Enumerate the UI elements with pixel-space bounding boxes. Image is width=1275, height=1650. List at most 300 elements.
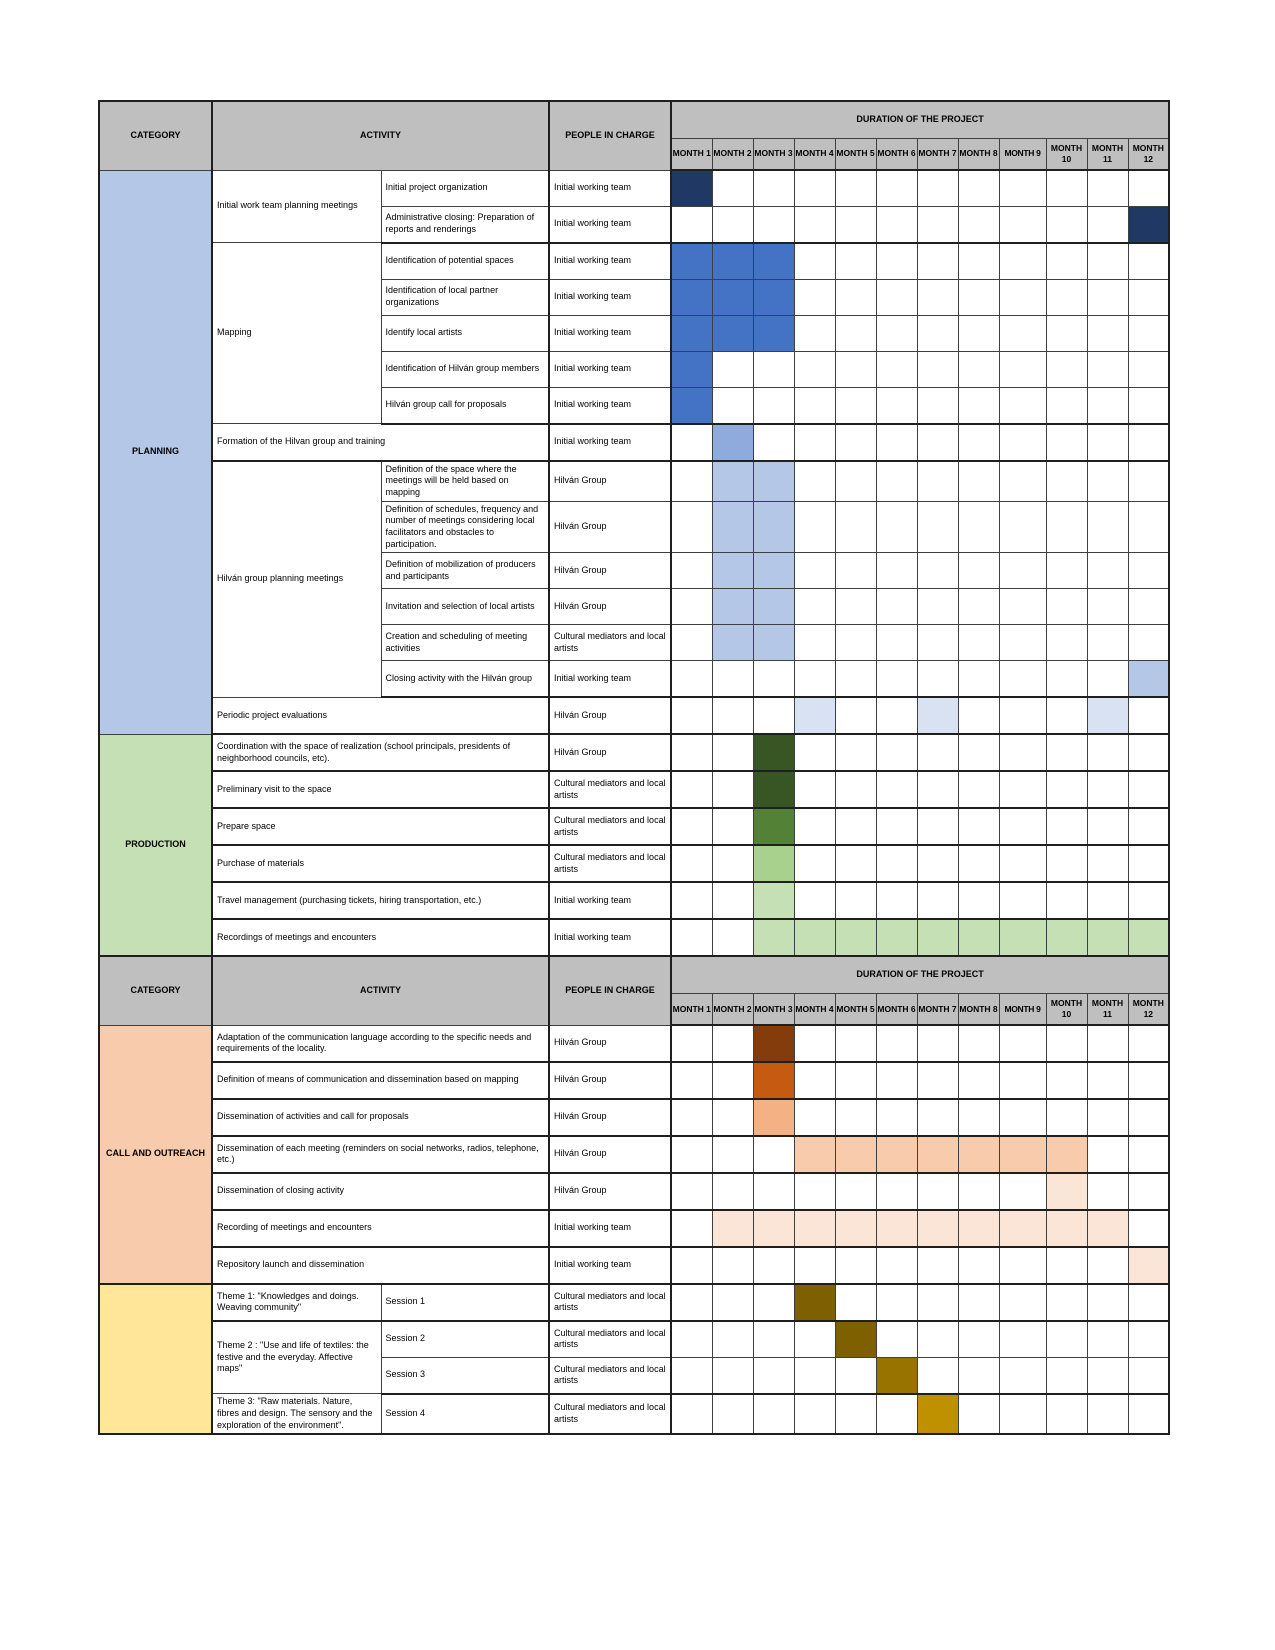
gantt-cell <box>1046 553 1087 589</box>
gantt-bar-cell <box>794 919 835 956</box>
gantt-cell <box>999 279 1046 315</box>
gantt-cell <box>917 771 958 808</box>
gantt-cell <box>876 501 917 553</box>
gantt-cell <box>999 1394 1046 1435</box>
gantt-cell <box>1087 882 1128 919</box>
activity-cell: Definition of mobilization of producers and participants <box>381 553 549 589</box>
gantt-cell <box>835 661 876 698</box>
gantt-cell <box>671 625 712 661</box>
project-gantt-table <box>98 100 1170 1435</box>
gantt-cell <box>958 1062 999 1099</box>
gantt-cell <box>1087 808 1128 845</box>
people-cell: Hilván Group <box>549 501 671 553</box>
gantt-cell <box>712 1284 753 1321</box>
month-header: MONTH 12 <box>1128 139 1169 171</box>
gantt-cell <box>876 424 917 461</box>
gantt-cell <box>999 771 1046 808</box>
activity-cell: Adaptation of the communication language according to the specific needs and requirements of the locality. <box>212 1025 549 1062</box>
gantt-cell <box>958 661 999 698</box>
activity-cell: Administrative closing: Preparation of reports and renderings <box>381 206 549 243</box>
gantt-cell <box>1128 1025 1169 1062</box>
gantt-table-body <box>99 101 1169 1434</box>
people-cell: Hilván Group <box>549 1173 671 1210</box>
gantt-cell <box>958 279 999 315</box>
gantt-cell <box>712 1173 753 1210</box>
gantt-cell <box>1128 1321 1169 1358</box>
gantt-bar-cell <box>753 882 794 919</box>
activity-cell: Recording of meetings and encounters <box>212 1210 549 1247</box>
gantt-bar-cell <box>876 919 917 956</box>
gantt-cell <box>999 734 1046 771</box>
gantt-cell <box>876 1284 917 1321</box>
gantt-cell <box>917 243 958 280</box>
gantt-cell <box>917 1025 958 1062</box>
gantt-cell <box>1046 351 1087 387</box>
gantt-bar-cell <box>794 1284 835 1321</box>
gantt-cell <box>999 882 1046 919</box>
gantt-cell <box>794 1025 835 1062</box>
gantt-cell <box>917 808 958 845</box>
gantt-cell <box>1128 279 1169 315</box>
people-cell: Initial working team <box>549 882 671 919</box>
gantt-cell <box>917 1321 958 1358</box>
gantt-cell <box>794 589 835 625</box>
gantt-cell <box>999 501 1046 553</box>
activity-cell: Purchase of materials <box>212 845 549 882</box>
gantt-cell <box>794 1062 835 1099</box>
gantt-cell <box>712 771 753 808</box>
people-cell: Initial working team <box>549 243 671 280</box>
gantt-bar-cell <box>712 625 753 661</box>
gantt-cell <box>958 424 999 461</box>
gantt-bar-cell <box>712 589 753 625</box>
month-header: MONTH 8 <box>958 994 999 1026</box>
gantt-cell <box>1046 1099 1087 1136</box>
month-header: MONTH 10 <box>1046 994 1087 1026</box>
gantt-cell <box>876 1062 917 1099</box>
people-cell: Hilván Group <box>549 1025 671 1062</box>
gantt-cell <box>671 1247 712 1284</box>
month-header: MONTH 1 <box>671 994 712 1026</box>
activity-cell: Coordination with the space of realization (school principals, presidents of neighborhood councils, etc). <box>212 734 549 771</box>
gantt-bar-cell <box>712 279 753 315</box>
activity-cell: Identification of Hilván group members <box>381 351 549 387</box>
category-cell: CALL AND OUTREACH <box>99 1025 212 1284</box>
gantt-cell <box>712 1062 753 1099</box>
people-cell: Hilván Group <box>549 589 671 625</box>
gantt-cell <box>1046 1062 1087 1099</box>
month-header: MONTH 3 <box>753 994 794 1026</box>
people-cell: Hilván Group <box>549 697 671 734</box>
gantt-bar-cell <box>958 1210 999 1247</box>
gantt-cell <box>671 1210 712 1247</box>
gantt-bar-cell <box>671 243 712 280</box>
month-header: MONTH 4 <box>794 139 835 171</box>
gantt-cell <box>1087 1025 1128 1062</box>
col-header-people: PEOPLE IN CHARGE <box>549 101 671 170</box>
people-cell: Initial working team <box>549 1210 671 1247</box>
gantt-cell <box>671 589 712 625</box>
gantt-cell <box>1046 315 1087 351</box>
gantt-bar-cell <box>1046 1210 1087 1247</box>
people-cell: Cultural mediators and local artists <box>549 771 671 808</box>
gantt-cell <box>671 1062 712 1099</box>
gantt-cell <box>999 1062 1046 1099</box>
gantt-cell <box>1087 1321 1128 1358</box>
gantt-cell <box>1087 661 1128 698</box>
activity-cell: Repository launch and dissemination <box>212 1247 549 1284</box>
activity-cell: Definition of the space where the meetings will be held based on mapping <box>381 461 549 502</box>
people-cell: Initial working team <box>549 919 671 956</box>
gantt-cell <box>958 206 999 243</box>
gantt-bar-cell <box>958 1136 999 1173</box>
people-cell: Initial working team <box>549 315 671 351</box>
gantt-cell <box>753 1321 794 1358</box>
gantt-cell <box>1046 501 1087 553</box>
gantt-cell <box>671 1025 712 1062</box>
gantt-cell <box>1087 553 1128 589</box>
gantt-cell <box>794 882 835 919</box>
people-cell: Initial working team <box>549 279 671 315</box>
gantt-cell <box>1128 697 1169 734</box>
gantt-cell <box>835 1247 876 1284</box>
gantt-cell <box>794 206 835 243</box>
gantt-cell <box>876 625 917 661</box>
gantt-cell <box>1087 1394 1128 1435</box>
gantt-cell <box>835 1025 876 1062</box>
gantt-cell <box>958 845 999 882</box>
gantt-bar-cell <box>999 919 1046 956</box>
gantt-cell <box>917 734 958 771</box>
gantt-cell <box>1128 1099 1169 1136</box>
gantt-cell <box>958 625 999 661</box>
gantt-cell <box>835 625 876 661</box>
gantt-bar-cell <box>876 1136 917 1173</box>
gantt-cell <box>671 501 712 553</box>
gantt-cell <box>999 1247 1046 1284</box>
gantt-cell <box>794 170 835 206</box>
gantt-cell <box>876 771 917 808</box>
people-cell: Hilván Group <box>549 553 671 589</box>
gantt-cell <box>712 919 753 956</box>
gantt-cell <box>958 501 999 553</box>
gantt-cell <box>671 1394 712 1435</box>
gantt-cell <box>794 661 835 698</box>
month-header: MONTH 10 <box>1046 139 1087 171</box>
activity-cell: Session 4 <box>381 1394 549 1435</box>
gantt-cell <box>712 697 753 734</box>
gantt-cell <box>671 661 712 698</box>
gantt-cell <box>794 1321 835 1358</box>
gantt-cell <box>958 243 999 280</box>
gantt-cell <box>671 206 712 243</box>
gantt-cell <box>712 170 753 206</box>
gantt-bar-cell <box>753 501 794 553</box>
gantt-bar-cell <box>753 315 794 351</box>
gantt-cell <box>958 697 999 734</box>
gantt-cell <box>1128 589 1169 625</box>
gantt-cell <box>1128 1394 1169 1435</box>
gantt-cell <box>999 845 1046 882</box>
gantt-bar-cell <box>753 625 794 661</box>
gantt-cell <box>753 424 794 461</box>
gantt-cell <box>835 461 876 502</box>
activity-cell: Dissemination of closing activity <box>212 1173 549 1210</box>
gantt-cell <box>917 589 958 625</box>
gantt-cell <box>835 697 876 734</box>
gantt-cell <box>1087 279 1128 315</box>
gantt-cell <box>753 697 794 734</box>
gantt-cell <box>835 734 876 771</box>
activity-cell: Creation and scheduling of meeting activities <box>381 625 549 661</box>
activity-group-cell: Theme 3: "Raw materials. Nature, fibres and design. The sensory and the exploration of the environment". <box>212 1394 381 1435</box>
month-header: MONTH 2 <box>712 994 753 1026</box>
gantt-cell <box>671 697 712 734</box>
gantt-cell <box>876 461 917 502</box>
gantt-cell <box>753 1173 794 1210</box>
gantt-cell <box>958 1321 999 1358</box>
gantt-cell <box>876 387 917 424</box>
gantt-cell <box>671 1357 712 1394</box>
gantt-cell <box>917 661 958 698</box>
activity-cell: Recordings of meetings and encounters <box>212 919 549 956</box>
gantt-cell <box>835 1062 876 1099</box>
gantt-cell <box>1128 625 1169 661</box>
gantt-cell <box>753 661 794 698</box>
gantt-cell <box>835 315 876 351</box>
gantt-cell <box>835 1284 876 1321</box>
gantt-bar-cell <box>671 279 712 315</box>
gantt-cell <box>671 734 712 771</box>
gantt-bar-cell <box>753 461 794 502</box>
category-cell: PLANNING <box>99 170 212 734</box>
gantt-cell <box>1046 845 1087 882</box>
gantt-cell <box>794 243 835 280</box>
gantt-cell <box>917 387 958 424</box>
activity-group-cell: Mapping <box>212 243 381 424</box>
gantt-bar-cell <box>1046 1136 1087 1173</box>
gantt-cell <box>876 351 917 387</box>
gantt-cell <box>1128 387 1169 424</box>
gantt-cell <box>958 315 999 351</box>
gantt-cell <box>876 589 917 625</box>
gantt-bar-cell <box>917 1394 958 1435</box>
activity-cell: Prepare space <box>212 808 549 845</box>
people-cell: Hilván Group <box>549 461 671 502</box>
gantt-cell <box>712 1247 753 1284</box>
gantt-cell <box>794 279 835 315</box>
gantt-cell <box>671 1321 712 1358</box>
gantt-cell <box>835 882 876 919</box>
col-header-category: CATEGORY <box>99 101 212 170</box>
activity-cell: Preliminary visit to the space <box>212 771 549 808</box>
gantt-cell <box>999 1173 1046 1210</box>
activity-cell: Definition of schedules, frequency and number of meetings considering local facilitators and obstacles to participation. <box>381 501 549 553</box>
gantt-cell <box>1087 243 1128 280</box>
gantt-bar-cell <box>1128 206 1169 243</box>
gantt-cell <box>835 279 876 315</box>
people-cell: Initial working team <box>549 170 671 206</box>
people-cell: Cultural mediators and local artists <box>549 1357 671 1394</box>
month-header: MONTH 11 <box>1087 994 1128 1026</box>
gantt-cell <box>1046 625 1087 661</box>
gantt-bar-cell <box>1128 661 1169 698</box>
gantt-cell <box>917 424 958 461</box>
gantt-bar-cell <box>753 553 794 589</box>
gantt-bar-cell <box>712 424 753 461</box>
gantt-cell <box>1128 243 1169 280</box>
gantt-cell <box>1087 351 1128 387</box>
gantt-cell <box>712 808 753 845</box>
gantt-bar-cell <box>753 771 794 808</box>
gantt-bar-cell <box>999 1136 1046 1173</box>
gantt-bar-cell <box>999 1210 1046 1247</box>
activity-cell: Definition of means of communication and dissemination based on mapping <box>212 1062 549 1099</box>
month-header: MONTH 1 <box>671 139 712 171</box>
gantt-cell <box>876 661 917 698</box>
gantt-cell <box>876 1025 917 1062</box>
col-header-activity: ACTIVITY <box>212 956 549 1025</box>
gantt-bar-cell <box>1128 919 1169 956</box>
gantt-cell <box>671 1173 712 1210</box>
people-cell: Cultural mediators and local artists <box>549 808 671 845</box>
month-header: MONTH 5 <box>835 139 876 171</box>
gantt-cell <box>1087 315 1128 351</box>
gantt-cell <box>999 387 1046 424</box>
gantt-cell <box>1046 1025 1087 1062</box>
gantt-cell <box>999 315 1046 351</box>
gantt-cell <box>1087 206 1128 243</box>
gantt-cell <box>712 661 753 698</box>
people-cell: Cultural mediators and local artists <box>549 845 671 882</box>
gantt-cell <box>876 170 917 206</box>
gantt-cell <box>1046 808 1087 845</box>
gantt-cell <box>712 1136 753 1173</box>
gantt-cell <box>753 1136 794 1173</box>
month-header: MONTH 9 <box>999 139 1046 171</box>
gantt-cell <box>712 1099 753 1136</box>
gantt-cell <box>753 170 794 206</box>
gantt-cell <box>1128 424 1169 461</box>
gantt-cell <box>917 1247 958 1284</box>
gantt-cell <box>671 771 712 808</box>
month-header: MONTH 3 <box>753 139 794 171</box>
people-cell: Cultural mediators and local artists <box>549 1284 671 1321</box>
gantt-cell <box>671 1099 712 1136</box>
category-cell: PRODUCTION <box>99 734 212 956</box>
gantt-bar-cell <box>794 1136 835 1173</box>
gantt-cell <box>1128 1062 1169 1099</box>
gantt-cell <box>958 1173 999 1210</box>
gantt-cell <box>835 1394 876 1435</box>
gantt-bar-cell <box>917 1210 958 1247</box>
gantt-cell <box>999 1025 1046 1062</box>
gantt-cell <box>999 351 1046 387</box>
people-cell: Cultural mediators and local artists <box>549 625 671 661</box>
gantt-cell <box>1046 1284 1087 1321</box>
gantt-cell <box>876 279 917 315</box>
activity-cell: Closing activity with the Hilván group <box>381 661 549 698</box>
activity-cell: Periodic project evaluations <box>212 697 549 734</box>
gantt-cell <box>753 1357 794 1394</box>
activity-cell: Identify local artists <box>381 315 549 351</box>
gantt-bar-cell <box>876 1357 917 1394</box>
gantt-cell <box>1046 1247 1087 1284</box>
gantt-cell <box>835 589 876 625</box>
gantt-cell <box>794 315 835 351</box>
gantt-cell <box>958 1284 999 1321</box>
gantt-cell <box>917 315 958 351</box>
gantt-cell <box>876 1247 917 1284</box>
gantt-cell <box>794 734 835 771</box>
gantt-bar-cell <box>671 387 712 424</box>
gantt-cell <box>917 170 958 206</box>
gantt-cell <box>1087 501 1128 553</box>
gantt-bar-cell <box>1087 697 1128 734</box>
gantt-cell <box>1046 206 1087 243</box>
gantt-cell <box>958 387 999 424</box>
activity-cell: Initial project organization <box>381 170 549 206</box>
gantt-cell <box>999 589 1046 625</box>
gantt-bar-cell <box>712 553 753 589</box>
month-header: MONTH 12 <box>1128 994 1169 1026</box>
gantt-cell <box>917 845 958 882</box>
gantt-bar-cell <box>794 697 835 734</box>
people-cell: Cultural mediators and local artists <box>549 1321 671 1358</box>
gantt-cell <box>671 882 712 919</box>
gantt-cell <box>917 1099 958 1136</box>
gantt-bar-cell <box>753 808 794 845</box>
gantt-cell <box>1087 625 1128 661</box>
gantt-cell <box>958 1025 999 1062</box>
gantt-cell <box>1087 461 1128 502</box>
gantt-cell <box>958 808 999 845</box>
month-header: MONTH 4 <box>794 994 835 1026</box>
gantt-cell <box>1087 1062 1128 1099</box>
gantt-cell <box>917 461 958 502</box>
col-header-activity: ACTIVITY <box>212 101 549 170</box>
gantt-cell <box>876 882 917 919</box>
gantt-cell <box>1128 882 1169 919</box>
gantt-cell <box>835 170 876 206</box>
gantt-bar-cell <box>753 734 794 771</box>
gantt-cell <box>712 734 753 771</box>
gantt-cell <box>1087 734 1128 771</box>
gantt-cell <box>835 387 876 424</box>
gantt-cell <box>1128 734 1169 771</box>
gantt-cell <box>1087 1173 1128 1210</box>
gantt-cell <box>958 1357 999 1394</box>
people-cell: Initial working team <box>549 1247 671 1284</box>
gantt-cell <box>712 882 753 919</box>
people-cell: Initial working team <box>549 387 671 424</box>
gantt-cell <box>1046 589 1087 625</box>
gantt-cell <box>794 625 835 661</box>
gantt-bar-cell <box>671 170 712 206</box>
gantt-cell <box>917 1062 958 1099</box>
gantt-cell <box>876 1173 917 1210</box>
activity-cell: Hilván group call for proposals <box>381 387 549 424</box>
gantt-cell <box>1046 243 1087 280</box>
gantt-bar-cell <box>753 1099 794 1136</box>
col-header-category: CATEGORY <box>99 956 212 1025</box>
gantt-cell <box>794 1173 835 1210</box>
activity-cell: Session 1 <box>381 1284 549 1321</box>
gantt-cell <box>794 1394 835 1435</box>
gantt-cell <box>1046 279 1087 315</box>
gantt-cell <box>1087 170 1128 206</box>
gantt-cell <box>958 170 999 206</box>
